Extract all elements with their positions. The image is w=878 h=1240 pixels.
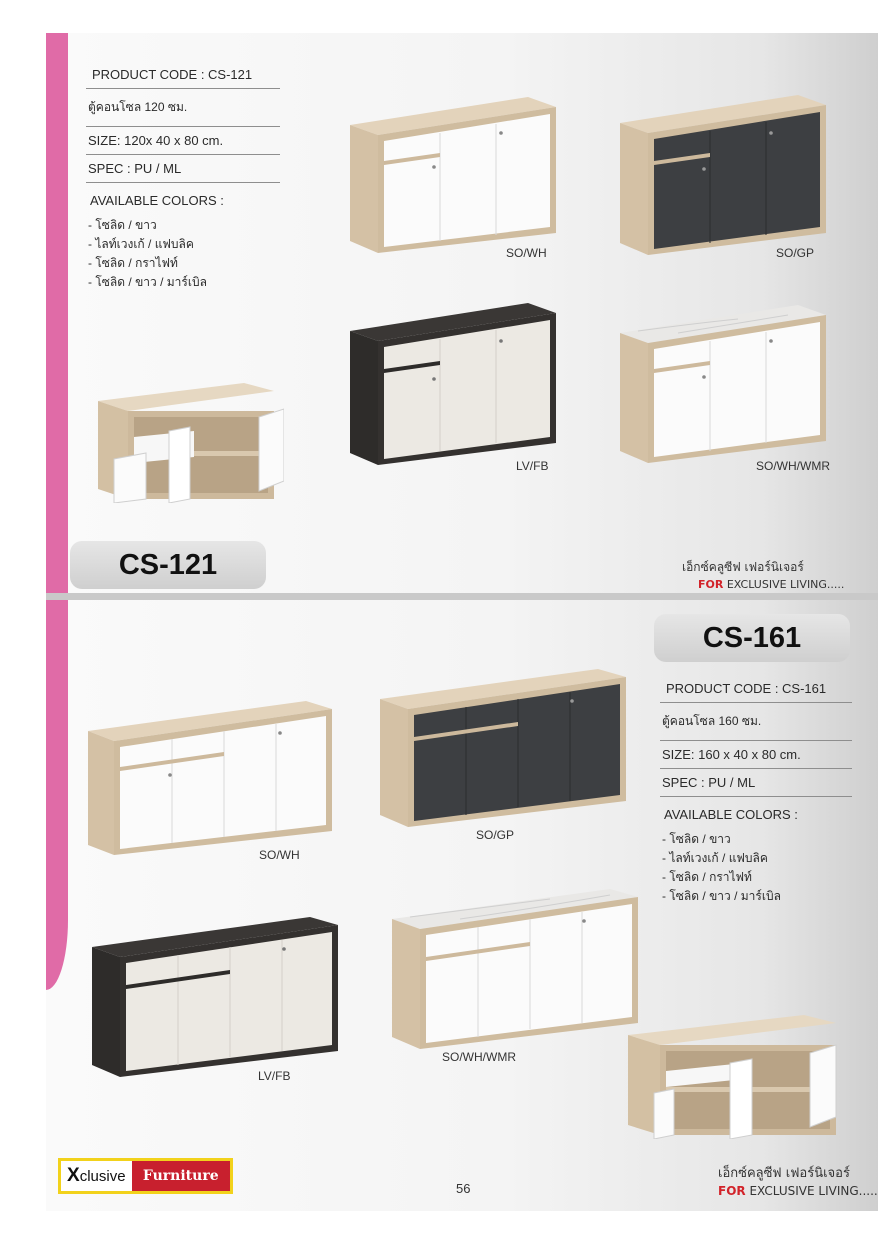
cs161-color-list bbox=[660, 830, 852, 906]
brand-tagline: FOR EXCLUSIVE LIVING..... bbox=[698, 578, 845, 591]
cs161-product-code: PRODUCT CODE : CS-161 bbox=[660, 675, 852, 703]
cs161-spec-block bbox=[660, 675, 852, 906]
brand-thai-name: เอ็กซ์คลูซีฟ เฟอร์นิเจอร์ bbox=[682, 560, 804, 574]
cs161-badge: CS-161 bbox=[654, 614, 850, 662]
cs121-caption: SO/WH/WMR bbox=[756, 459, 830, 473]
cs121-caption: SO/WH bbox=[506, 246, 547, 260]
cs161-size: SIZE: 160 x 40 x 80 cm. bbox=[660, 741, 852, 769]
cs161-cabinet-lv-fb bbox=[90, 913, 340, 1079]
cs121-spec: SPEC : PU / ML bbox=[86, 155, 280, 183]
cs161-cabinet-so-wh bbox=[86, 697, 334, 857]
cs121-open-cabinet-image bbox=[94, 373, 284, 503]
cs121-spec-block bbox=[86, 61, 280, 292]
cs121-colors-title: AVAILABLE COLORS : bbox=[90, 193, 224, 208]
cs161-color-item: - โซลิด / กราไฟท์ bbox=[662, 870, 752, 884]
brand-tagline: FOR EXCLUSIVE LIVING..... bbox=[718, 1184, 878, 1198]
cs161-name: ตู้คอนโซล 160 ซม. bbox=[660, 703, 852, 741]
cs161-color-item: - โซลิด / ขาว / มาร์เบิล bbox=[662, 889, 781, 903]
cs121-name: ตู้คอนโซล 120 ซม. bbox=[86, 89, 280, 127]
cs161-open-cabinet-image bbox=[624, 1009, 842, 1139]
brand-thai-name: เอ็กซ์คลูซีฟ เฟอร์นิเจอร์ bbox=[718, 1166, 850, 1181]
page-number: 56 bbox=[456, 1181, 471, 1196]
cs121-cabinet-so-wh-wmr bbox=[618, 303, 830, 467]
cs161-spec: SPEC : PU / ML bbox=[660, 769, 852, 797]
cs121-color-list bbox=[86, 216, 280, 292]
accent-bar-bottom bbox=[46, 600, 68, 990]
cs161-color-item: - โซลิด / ขาว bbox=[662, 832, 731, 846]
catalog-page bbox=[46, 33, 878, 1211]
cs121-size: SIZE: 120x 40 x 80 cm. bbox=[86, 127, 280, 155]
cs121-color-item: - โซลิด / ขาว bbox=[88, 218, 157, 232]
cs161-caption: SO/WH/WMR bbox=[442, 1050, 516, 1064]
cs161-cabinet-so-gp bbox=[378, 665, 628, 829]
cs161-caption: SO/WH bbox=[259, 848, 300, 862]
cs161-caption: LV/FB bbox=[258, 1069, 291, 1083]
cs161-colors-title: AVAILABLE COLORS : bbox=[664, 807, 798, 822]
cs121-cabinet-so-gp bbox=[618, 93, 830, 258]
accent-bar-top bbox=[46, 33, 68, 593]
cs161-caption: SO/GP bbox=[476, 828, 515, 842]
cs121-cabinet-so-wh bbox=[348, 95, 560, 255]
cs121-color-item: - โซลิด / กราไฟท์ bbox=[88, 256, 178, 270]
cs121-cabinet-lv-fb bbox=[348, 301, 560, 469]
cs121-color-item: - โซลิด / ขาว / มาร์เบิล bbox=[88, 275, 207, 289]
cs121-product-code: PRODUCT CODE : CS-121 bbox=[86, 61, 280, 89]
section-divider bbox=[46, 593, 878, 600]
cs121-color-item: - ไลท์เวงเก้ / แฟบลิค bbox=[88, 237, 194, 251]
cs161-color-item: - ไลท์เวงเก้ / แฟบลิค bbox=[662, 851, 768, 865]
cs161-cabinet-so-wh-wmr bbox=[390, 885, 640, 1051]
cs121-badge: CS-121 bbox=[70, 541, 266, 589]
cs121-caption: SO/GP bbox=[776, 246, 815, 260]
xclusive-furniture-logo: X clusive Furniture bbox=[58, 1158, 233, 1194]
cs121-caption: LV/FB bbox=[516, 459, 549, 473]
